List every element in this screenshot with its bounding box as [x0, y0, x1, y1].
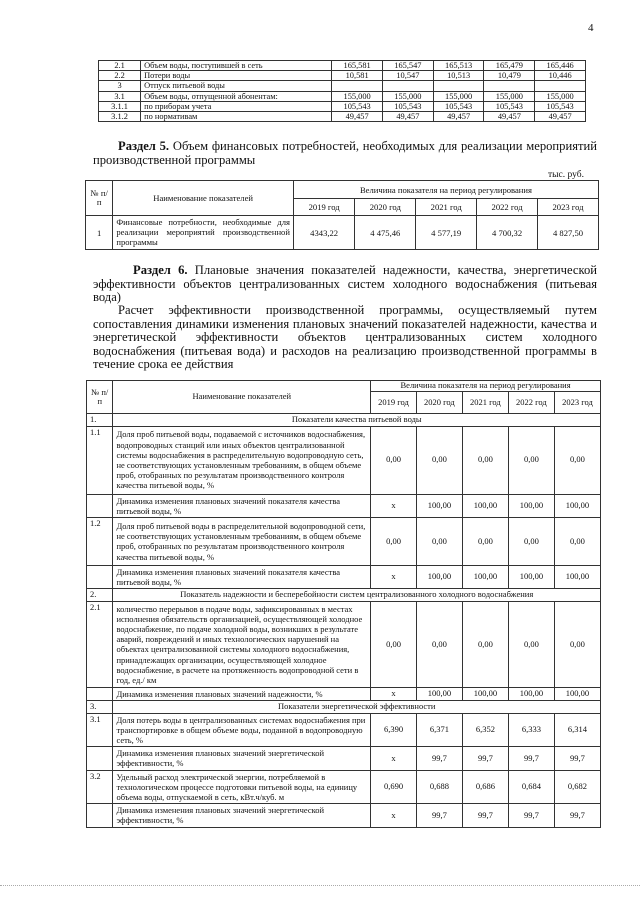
empty-cell — [87, 687, 113, 700]
year-header: 2019 год — [371, 392, 417, 414]
finance-value: 4343,22 — [293, 216, 354, 250]
indicator-value: 100,00 — [554, 565, 600, 588]
indicator-value: х — [371, 804, 417, 827]
row-value — [484, 81, 535, 91]
row-value: 10,446 — [535, 71, 586, 81]
indicator-value: 100,00 — [416, 565, 462, 588]
col-num-header: № п/п — [87, 381, 113, 414]
indicator-value: 99,7 — [462, 804, 508, 827]
row-value: 10,513 — [433, 71, 484, 81]
row-value: 105,543 — [433, 101, 484, 111]
row-label: Объем воды, поступившей в сеть — [141, 61, 332, 71]
indicator-value: 100,00 — [508, 494, 554, 517]
indicator-num: 1.1 — [87, 426, 113, 494]
row-num: 3 — [99, 81, 141, 91]
row-label: Потери воды — [141, 71, 332, 81]
year-header: 2023 год — [538, 199, 599, 216]
indicator-row — [87, 601, 601, 687]
row-value — [433, 81, 484, 91]
row-value: 155,000 — [382, 91, 433, 101]
row-num: 3.1.1 — [99, 101, 141, 111]
table-row — [99, 81, 586, 91]
indicator-value: 0,00 — [508, 601, 554, 687]
row-value: 165,446 — [535, 61, 586, 71]
empty-cell — [87, 565, 113, 588]
row-num: 3.1.2 — [99, 111, 141, 121]
indicator-num: 1.2 — [87, 517, 113, 565]
indicator-label: Доля проб питьевой воды в распределительной водопроводной сети, не соответствующих установленным требованиям, в общем объеме проб, отобранных по результатам производственного контроля качества питьевой воды, % — [113, 517, 371, 565]
row-value: 155,000 — [433, 91, 484, 101]
row-value: 105,543 — [535, 101, 586, 111]
row-value: 49,457 — [535, 111, 586, 121]
indicator-value: х — [371, 687, 417, 700]
finance-row-num: 1 — [86, 216, 113, 250]
row-value: 10,479 — [484, 71, 535, 81]
section-title: Показатели качества питьевой воды — [113, 414, 601, 427]
year-header: 2023 год — [554, 392, 600, 414]
indicator-row — [87, 770, 601, 804]
indicator-value: 99,7 — [508, 747, 554, 770]
indicator-value: 100,00 — [462, 494, 508, 517]
row-value: 105,543 — [382, 101, 433, 111]
section-num: 1. — [87, 414, 113, 427]
indicator-value: 0,00 — [371, 601, 417, 687]
indicator-value: 0,00 — [416, 517, 462, 565]
finance-value: 4 700,32 — [477, 216, 538, 250]
section5-text: Объем финансовых потребностей, необходимых для реализации мероприятий производственной программы — [93, 139, 597, 167]
section-num: 3. — [87, 701, 113, 714]
indicator-value: 0,00 — [554, 517, 600, 565]
indicator-value: 99,7 — [416, 804, 462, 827]
indicator-num: 3.2 — [87, 770, 113, 804]
water-balance-table — [98, 60, 586, 122]
indicator-label: Доля потерь воды в централизованных системах водоснабжения при транспортировке в общем объеме воды, поданной в водопроводную сеть, % — [113, 713, 371, 747]
row-value: 165,581 — [332, 61, 383, 71]
indicator-value: 6,371 — [416, 713, 462, 747]
dynamics-row — [87, 687, 601, 700]
row-label: по приборам учета — [141, 101, 332, 111]
indicator-value: 0,686 — [462, 770, 508, 804]
row-num: 2.1 — [99, 61, 141, 71]
indicator-value: 0,00 — [462, 517, 508, 565]
col-name-header: Наименование показателей — [113, 181, 294, 216]
indicator-value: 0,00 — [416, 426, 462, 494]
indicator-value: 100,00 — [554, 687, 600, 700]
indicator-value: 6,314 — [554, 713, 600, 747]
indicator-value: х — [371, 565, 417, 588]
col-name-header: Наименование показателей — [113, 381, 371, 414]
year-header: 2020 год — [355, 199, 416, 216]
indicator-value: х — [371, 747, 417, 770]
indicator-value: 100,00 — [554, 494, 600, 517]
indicator-value: 0,684 — [508, 770, 554, 804]
finance-row-label: Финансовые потребности, необходимые для реализации мероприятий производственной программы — [113, 216, 294, 250]
row-label: по нормативам — [141, 111, 332, 121]
indicator-value: 100,00 — [462, 565, 508, 588]
year-header: 2020 год — [416, 392, 462, 414]
row-value: 165,547 — [382, 61, 433, 71]
section6-text: Плановые значения показателей надежности, качества, энергетической эффективности объектов централизованных систем холодного водоснабжения (питьевая вода) — [93, 263, 597, 304]
section-row — [87, 589, 601, 602]
section-num: 2. — [87, 589, 113, 602]
indicator-label: Динамика изменения плановых значений показателя качества питьевой воды, % — [113, 494, 371, 517]
dynamics-row — [87, 494, 601, 517]
indicator-value: 6,390 — [371, 713, 417, 747]
indicator-label: количество перерывов в подаче воды, зафиксированных в местах исполнения обязательств организацией, осуществляющей холодное водоснабжение, по подаче холодной воды, возникших в результате аварий, повреждений и иных технологических нарушений на объектах централизованной системы холодного водоснабжения, принадлежащих организации, осуществляющей холодное водоснабжение, в расчете на протяженность водопроводной сети в год, ед./ км — [113, 601, 371, 687]
row-value: 49,457 — [484, 111, 535, 121]
indicator-num: 3.1 — [87, 713, 113, 747]
section-row — [87, 414, 601, 427]
year-header: 2021 год — [462, 392, 508, 414]
finance-value: 4 577,19 — [416, 216, 477, 250]
row-value: 165,479 — [484, 61, 535, 71]
row-num: 3.1 — [99, 91, 141, 101]
page-bottom-line — [0, 885, 640, 886]
row-value: 49,457 — [433, 111, 484, 121]
indicator-value: 99,7 — [554, 747, 600, 770]
indicator-value: 0,690 — [371, 770, 417, 804]
row-label: Объем воды, отпущенной абонентам: — [141, 91, 332, 101]
section5-heading — [93, 140, 597, 167]
indicator-label: Доля проб питьевой воды, подаваемой с источников водоснабжения, водопроводных станций или иных объектов централизованной системы водоснабжения в распределительную водопроводную сеть, не соответствующих установленным требованиям, в общем объеме проб, отобранных по результатам производственного контроля качества питьевой воды, % — [113, 426, 371, 494]
col-num-header: № п/ п — [86, 181, 113, 216]
page-number: 4 — [588, 22, 594, 34]
indicator-value: 0,00 — [371, 426, 417, 494]
indicator-value: 0,00 — [416, 601, 462, 687]
row-value: 10,581 — [332, 71, 383, 81]
section6-heading — [93, 264, 597, 305]
indicator-value: 99,7 — [416, 747, 462, 770]
indicator-value: 100,00 — [508, 565, 554, 588]
finance-value: 4 475,46 — [355, 216, 416, 250]
dynamics-row — [87, 747, 601, 770]
row-value — [535, 81, 586, 91]
row-value: 165,513 — [433, 61, 484, 71]
year-header: 2021 год — [416, 199, 477, 216]
row-label: Отпуск питьевой воды — [141, 81, 332, 91]
indicator-value: 100,00 — [462, 687, 508, 700]
section-title: Показатель надежности и бесперебойности систем централизованного холодного водоснабжения — [113, 589, 601, 602]
indicator-value: 0,00 — [554, 426, 600, 494]
row-num: 2.2 — [99, 71, 141, 81]
col-group-header: Величина показателя на период регулирования — [371, 381, 601, 392]
section-title: Показатели энергетической эффективности — [113, 701, 601, 714]
indicator-label: Динамика изменения плановых значений надежности, % — [113, 687, 371, 700]
table-row — [99, 111, 586, 121]
indicator-value: 100,00 — [508, 687, 554, 700]
indicator-value: 6,352 — [462, 713, 508, 747]
indicator-value: 0,688 — [416, 770, 462, 804]
empty-cell — [87, 804, 113, 827]
indicator-value: 0,00 — [462, 426, 508, 494]
dynamics-row — [87, 804, 601, 827]
row-value — [332, 81, 383, 91]
row-value: 49,457 — [332, 111, 383, 121]
section6-paragraph: Расчет эффективности производственной программы, осуществляемый путем сопоставления динамики изменения плановых значений показателей надежности, качества и энергетической эффективности объектов централизованных систем холодного водоснабжения (питьевая вода) и расходов на реализацию производственной программы в течение срока ее действия — [93, 303, 597, 371]
row-value: 155,000 — [484, 91, 535, 101]
row-value: 49,457 — [382, 111, 433, 121]
indicator-value: 99,7 — [554, 804, 600, 827]
row-value: 10,547 — [382, 71, 433, 81]
indicator-value: 0,00 — [371, 517, 417, 565]
section6-lead: Раздел 6. — [133, 263, 188, 277]
table-row — [99, 71, 586, 81]
unit-label: тыс. руб. — [548, 170, 584, 180]
indicator-value: 0,00 — [508, 426, 554, 494]
indicator-label: Динамика изменения плановых значений энергетической эффективности, % — [113, 804, 371, 827]
year-header: 2022 год — [477, 199, 538, 216]
section5-lead: Раздел 5. — [118, 139, 170, 153]
indicators-table — [86, 380, 601, 828]
indicator-num: 2.1 — [87, 601, 113, 687]
indicator-value: 99,7 — [462, 747, 508, 770]
empty-cell — [87, 494, 113, 517]
indicator-label: Динамика изменения плановых значений показателя качества питьевой воды, % — [113, 565, 371, 588]
col-group-header: Величина показателя на период регулирования — [293, 181, 598, 199]
row-value: 155,000 — [535, 91, 586, 101]
indicator-value: 100,00 — [416, 494, 462, 517]
year-header: 2019 год — [293, 199, 354, 216]
indicator-row — [87, 517, 601, 565]
dynamics-row — [87, 565, 601, 588]
indicator-row — [87, 426, 601, 494]
row-value: 105,543 — [484, 101, 535, 111]
indicator-value: 100,00 — [416, 687, 462, 700]
row-value: 105,543 — [332, 101, 383, 111]
table-row — [99, 101, 586, 111]
indicator-value: 0,00 — [462, 601, 508, 687]
empty-cell — [87, 747, 113, 770]
indicator-value: 0,682 — [554, 770, 600, 804]
table-row — [99, 91, 586, 101]
table-row — [99, 61, 586, 71]
indicator-value: 0,00 — [508, 517, 554, 565]
row-value — [382, 81, 433, 91]
indicator-row — [87, 713, 601, 747]
indicator-value: 0,00 — [554, 601, 600, 687]
indicator-label: Динамика изменения плановых значений энергетической эффективности, % — [113, 747, 371, 770]
indicator-value: х — [371, 494, 417, 517]
year-header: 2022 год — [508, 392, 554, 414]
indicator-value: 6,333 — [508, 713, 554, 747]
section-row — [87, 701, 601, 714]
row-value: 155,000 — [332, 91, 383, 101]
indicator-value: 99,7 — [508, 804, 554, 827]
indicator-label: Удельный расход электрической энергии, потребляемой в технологическом процессе подготовки питьевой воды, на единицу объема воды, отпускаемой в сеть, кВт.ч/куб. м — [113, 770, 371, 804]
finance-value: 4 827,50 — [538, 216, 599, 250]
finance-table — [85, 180, 599, 250]
